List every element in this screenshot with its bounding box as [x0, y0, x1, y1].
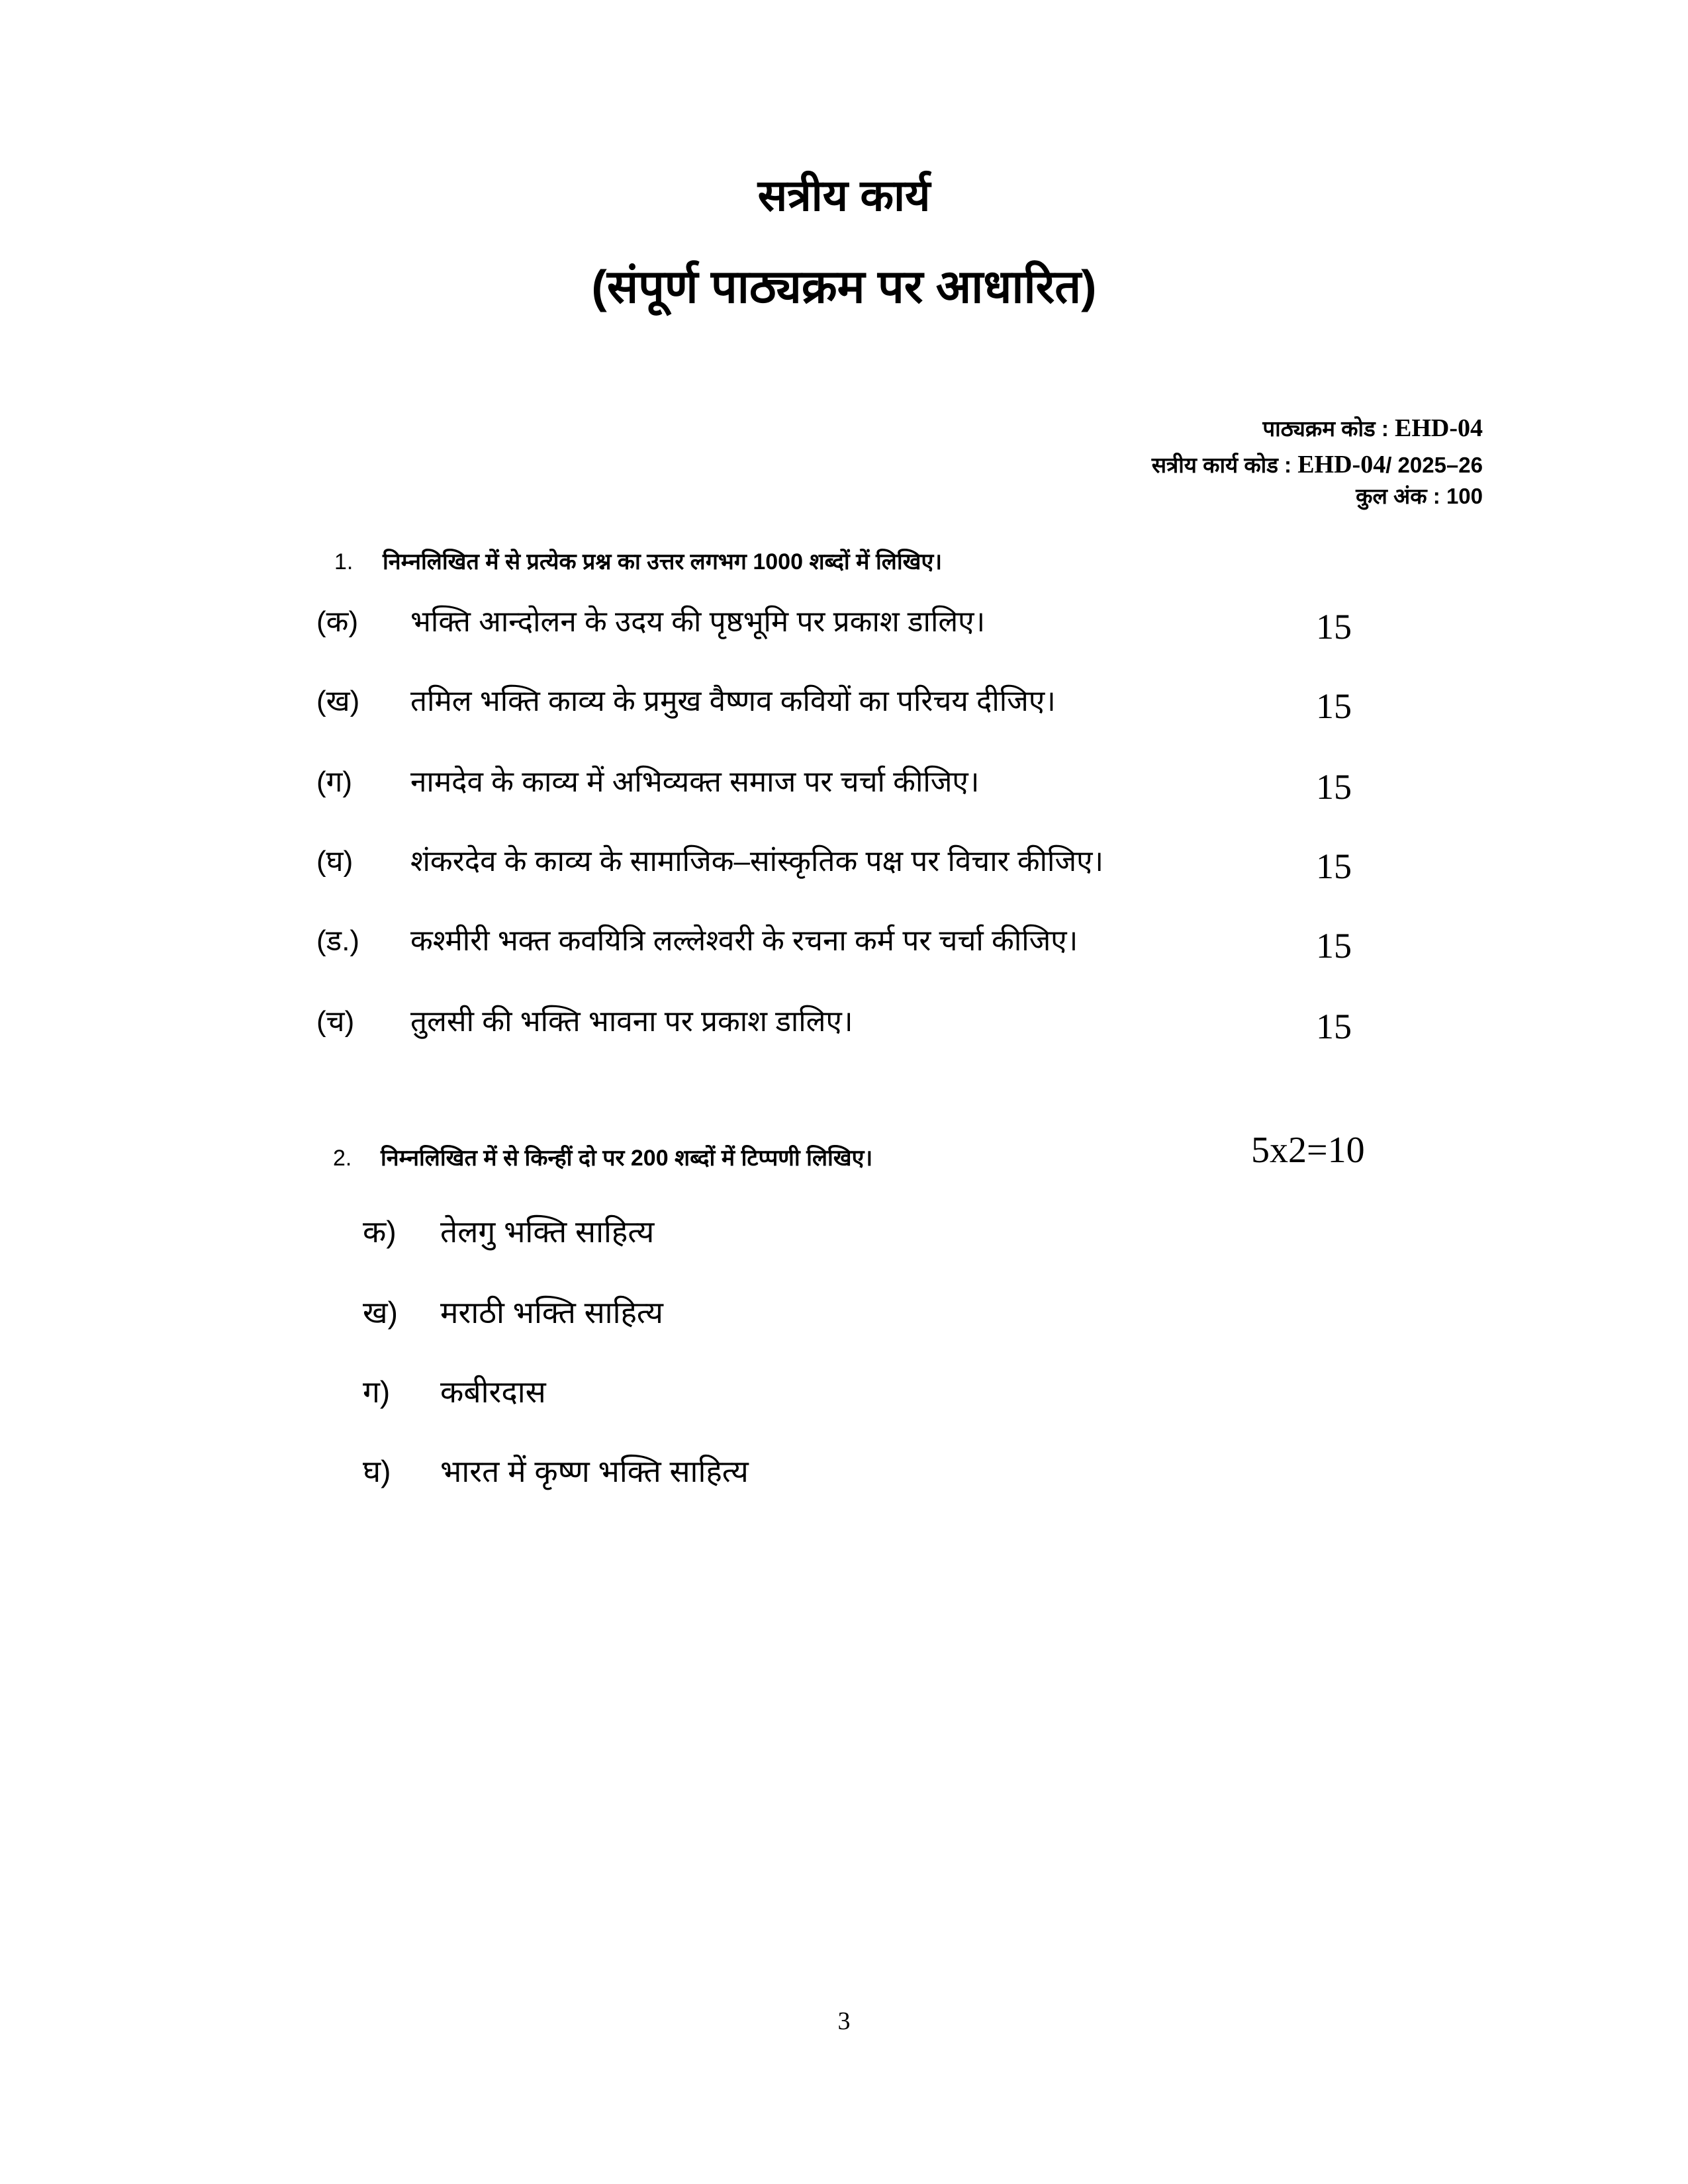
question-2-item: [363, 1216, 1157, 1256]
item-label: (च): [316, 1005, 355, 1038]
item-marks: 15: [1316, 926, 1352, 966]
total-marks: 100: [1446, 484, 1483, 508]
course-code-label: पाठ्यक्रम कोड :: [1262, 416, 1395, 441]
item-text: मराठी भक्ति साहित्य: [440, 1295, 663, 1330]
item-text: तेलगु भक्ति साहित्य: [440, 1214, 655, 1249]
item-marks: 15: [1316, 767, 1352, 807]
question-1-item: [316, 768, 1376, 807]
question-1-item: [316, 847, 1376, 887]
page-subtitle: (संपूर्ण पाठ्यक्रम पर आधारित): [591, 261, 1097, 312]
assignment-code-label: सत्रीय कार्य कोड :: [1151, 453, 1298, 477]
assignment-session: / 2025–26: [1385, 453, 1483, 477]
item-text: भारत में कृष्ण भक्ति साहित्य: [440, 1454, 749, 1488]
course-code: EHD-04: [1395, 414, 1483, 442]
item-label: घ): [363, 1454, 391, 1488]
question-1-item: [316, 687, 1376, 727]
item-label: ग): [363, 1375, 391, 1409]
item-text: तमिल भक्ति काव्य के प्रमुख वैष्णव कवियों का परिचय दीजिए।: [410, 685, 1056, 717]
page-number: 3: [837, 2007, 851, 2035]
item-label: ख): [363, 1295, 398, 1330]
total-marks-line: [1356, 485, 1483, 507]
item-text: कश्मीरी भक्त कवयित्रि लल्लेश्वरी के रचना कर्म पर चर्चा कीजिए।: [410, 925, 1078, 957]
course-code-line: [1262, 416, 1483, 441]
item-text: तुलसी की भक्ति भावना पर प्रकाश डालिए।: [410, 1005, 853, 1038]
question-2-item: [363, 1377, 1157, 1416]
assignment-code: EHD-04: [1297, 451, 1386, 478]
item-marks: 15: [1316, 607, 1352, 647]
item-marks: 15: [1316, 1007, 1352, 1046]
question-1-item: [316, 1007, 1376, 1047]
item-text: नामदेव के काव्य में अभिव्यक्त समाज पर चर्चा कीजिए।: [410, 766, 980, 798]
instruction-text: निम्नलिखित में से किन्हीं दो पर 200 शब्दों में टिप्पणी लिखिए।: [381, 1146, 873, 1171]
question-1-item: [316, 608, 1376, 647]
page-title: सत्रीय कार्य: [757, 171, 931, 220]
item-label: (ख): [316, 685, 360, 717]
instruction-text: निम्नलिखित में से प्रत्येक प्रश्न का उत्तर लगभग 1000 शब्दों में लिखिए।: [383, 549, 943, 574]
question-number: 1.: [334, 549, 353, 574]
item-marks: 15: [1316, 686, 1352, 726]
question-1-item: [316, 927, 1376, 966]
item-label: (ग): [316, 766, 353, 798]
total-marks-label: कुल अंक :: [1356, 484, 1446, 508]
item-text: कबीरदास: [440, 1375, 546, 1409]
item-text: शंकरदेव के काव्य के सामाजिक–सांस्कृतिक पक्ष पर विचार कीजिए।: [410, 845, 1104, 878]
item-label: क): [363, 1214, 397, 1249]
question-2-marks: 5x2=10: [1251, 1130, 1365, 1171]
item-text: भक्ति आन्दोलन के उदय की पृष्ठभूमि पर प्रकाश डालिए।: [410, 606, 986, 638]
item-label: (घ): [316, 845, 353, 878]
item-marks: 15: [1316, 846, 1352, 886]
item-label: (क): [316, 606, 359, 638]
assignment-code-line: [1152, 452, 1483, 477]
question-2-item: [363, 1297, 1157, 1337]
question-2-item: [363, 1456, 1157, 1496]
question-number: 2.: [333, 1146, 352, 1171]
item-label: (ड.): [316, 925, 360, 957]
